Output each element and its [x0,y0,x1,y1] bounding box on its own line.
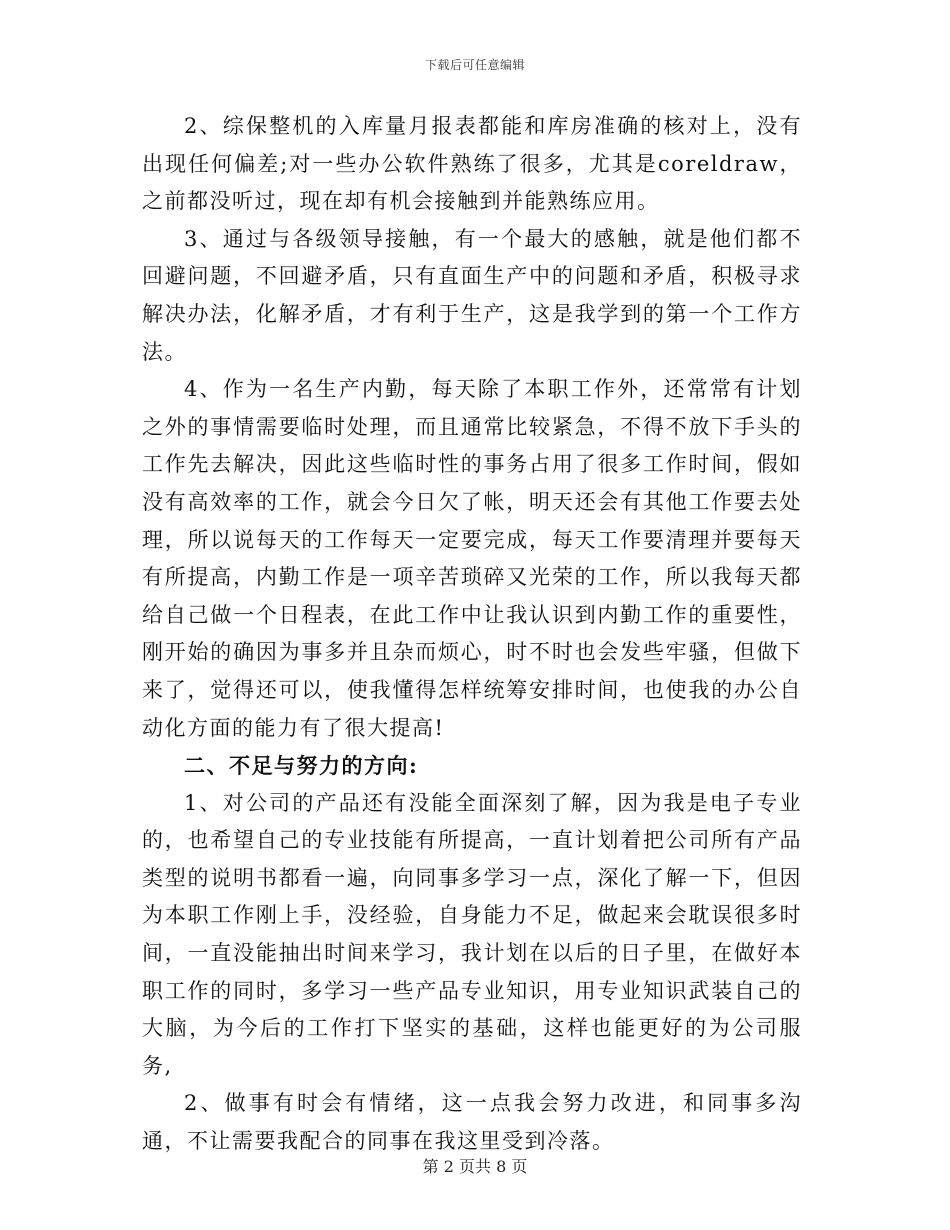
paragraph-item-4: 4、作为一名生产内勤，每天除了本职工作外，还常常有计划之外的事情需要临时处理，而且通常比较紧急，不得不放下手头的工作先去解决，因此这些临时性的事务占用了很多工作时间，假如没有高效率的工作，就会今日欠了帐，明天还会有其他工作要去处理，所以说每天的工作每天一定要完成，每天工作要清理并要每天有所提高，内勤工作是一项辛苦琐碎又光荣的工作，所以我每天都给自己做一个日程表，在此工作中让我认识到内勤工作的重要性，刚开始的确因为事多并且杂而烦心，时不时也会发些牢骚，但做下来了，觉得还可以，使我懂得怎样统筹安排时间，也使我的办公自动化方面的能力有了很大提高! [142,377,802,740]
section-heading: 二、不足与努力的方向: [184,753,419,779]
paragraph-item-3: 3、通过与各级领导接触，有一个最大的感触，就是他们都不回避问题，不回避矛盾，只有直面生产中的问题和矛盾，积极寻求解决办法，化解矛盾，才有利于生产，这是我学到的第一个工作方法。 [142,226,802,364]
paragraph-shortcoming-1: 1、对公司的产品还有没能全面深刻了解，因为我是电子专业的，也希望自己的专业技能有所提高，一直计划着把公司所有产品类型的说明书都看一遍，向同事多学习一点，深化了解一下，但因为本职工作刚上手，没经验，自身能力不足，做起来会耽误很多时间，一直没能抽出时间来学习，我计划在以后的日子里，在做好本职工作的同时，多学习一些产品专业知识，用专业知识武装自己的大脑，为今后的工作打下坚实的基础，这样也能更好的为公司服务, [142,790,802,1078]
paragraph-item-2: 2、综保整机的入库量月报表都能和库房准确的核对上，没有出现任何偏差;对一些办公软件熟练了很多，尤其是coreldraw，之前都没听过，现在却有机会接触到并能熟练应用。 [142,114,802,214]
page-header: 下载后可任意编辑 [424,58,525,72]
page-footer: 第 2 页共 8 页 [422,1157,528,1176]
paragraph-shortcoming-2: 2、做事有时会有情绪，这一点我会努力改进，和同事多沟通，不让需要我配合的同事在我这里受到冷落。 [142,1091,802,1154]
document-body [142,108,802,1161]
